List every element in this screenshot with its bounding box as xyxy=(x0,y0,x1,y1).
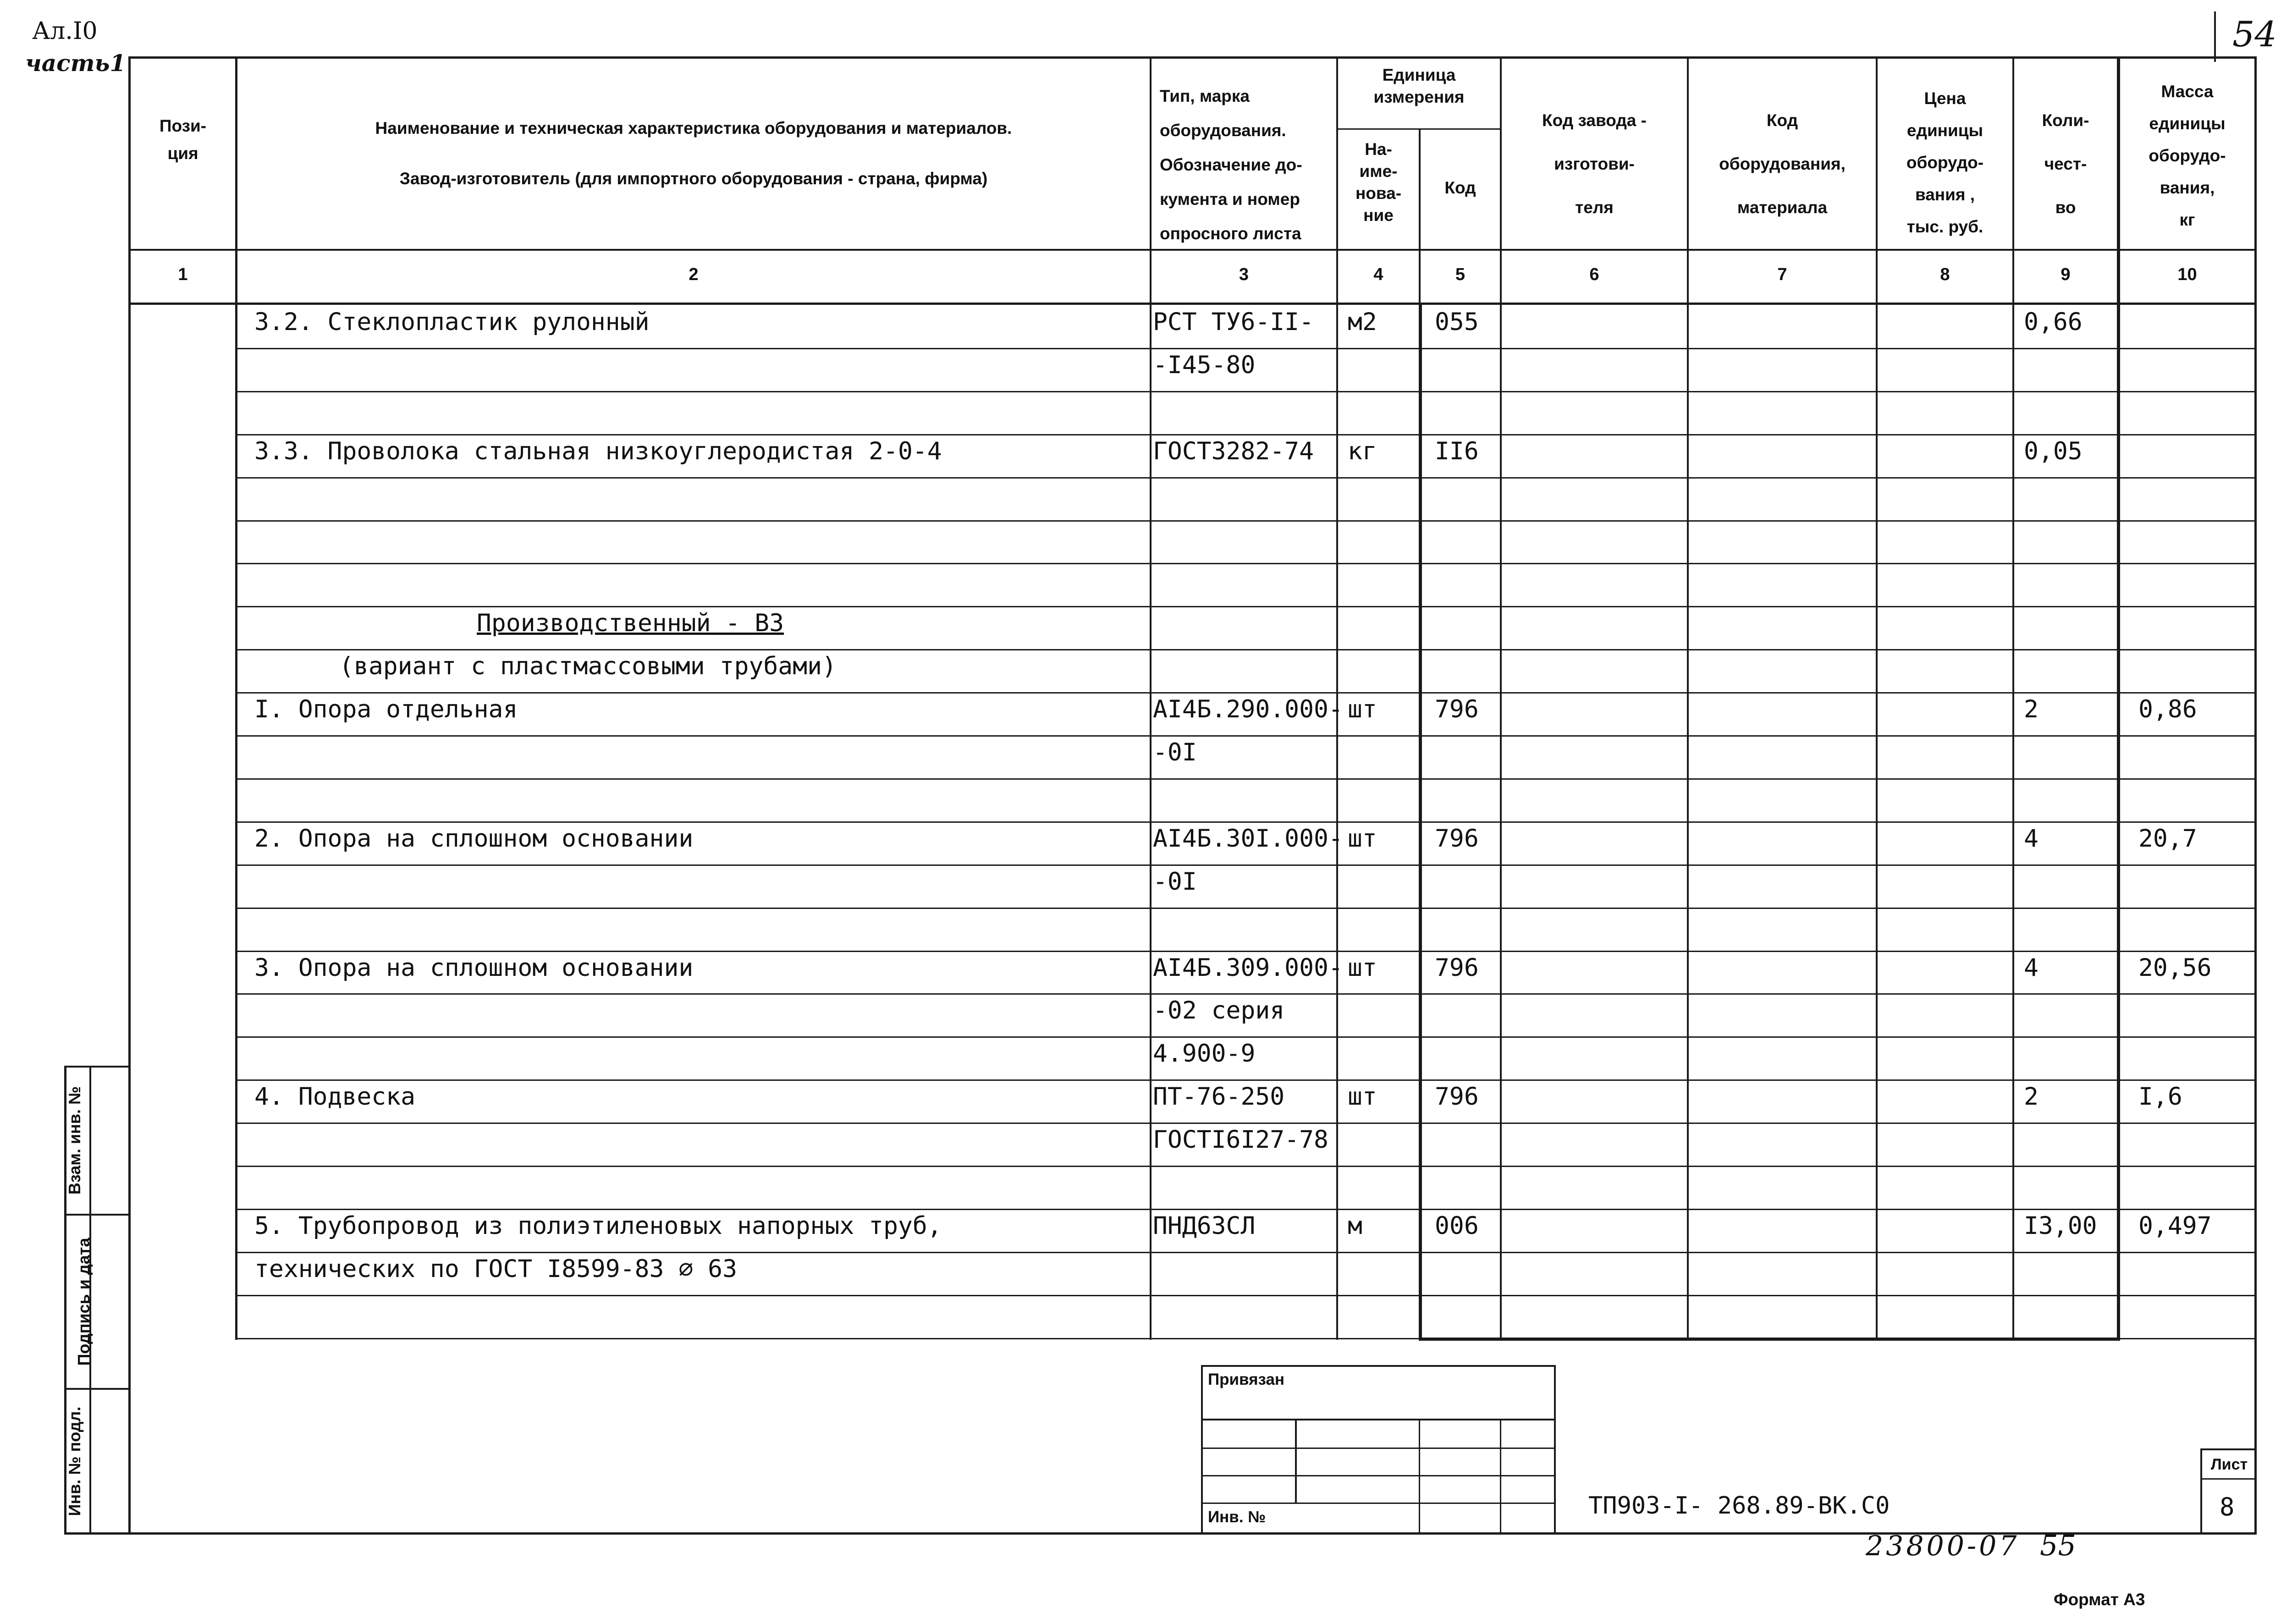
outer-frame-top xyxy=(128,56,2257,59)
cell-name: Производственный - В3 xyxy=(477,609,784,637)
cell-code: 006 xyxy=(1435,1212,1479,1240)
table-bottom-line xyxy=(235,1338,2257,1339)
cell-unit: шт xyxy=(1348,825,1377,853)
privyazan-label: Привязан xyxy=(1208,1371,1285,1388)
stamp-replacement-inv: Взам. инв. № xyxy=(65,1086,84,1195)
archive-page: 55 xyxy=(2040,1529,2076,1562)
cell-type: ПНД63СЛ xyxy=(1153,1212,1256,1240)
col-number-5: 5 xyxy=(1455,265,1466,284)
cell-type: -02 серия xyxy=(1153,996,1285,1024)
header-factory-code: Код завода - изготови- теля xyxy=(1542,111,1647,217)
cell-qty: 4 xyxy=(2024,825,2039,853)
cell-mass: 0,86 xyxy=(2138,695,2197,723)
cell-type: -0I xyxy=(1153,868,1197,896)
cell-qty: 4 xyxy=(2024,954,2039,982)
format-label: Формат А3 xyxy=(2054,1590,2145,1609)
cell-mass: 20,7 xyxy=(2138,825,2197,853)
cell-qty: 2 xyxy=(2024,1083,2039,1111)
header-quantity: Коли- чест- во xyxy=(2042,111,2089,217)
cell-name: технических по ГОСТ I8599-83 ⌀ 63 xyxy=(254,1255,737,1283)
page-number-divider xyxy=(2214,11,2216,62)
cell-unit: шт xyxy=(1348,1083,1377,1111)
handwritten-note: часть1 xyxy=(25,50,126,77)
col-number-6: 6 xyxy=(1589,265,1599,284)
header-name: Наименование и техническая характеристика оборудования и материалов. Завод-изготовитель (для импортного оборудования - страна, фирма) xyxy=(375,119,1012,188)
cell-name: 3.3. Проволока стальная низкоуглеродистая 2-0-4 xyxy=(254,437,942,465)
header-unit-name: На- име- нова- ние xyxy=(1355,140,1402,225)
cell-qty: 0,05 xyxy=(2024,437,2083,465)
cell-mass: I,6 xyxy=(2138,1083,2182,1111)
stamp-original-inv: Инв. № подл. xyxy=(65,1406,84,1516)
cell-code: 796 xyxy=(1435,695,1479,723)
col-number-3: 3 xyxy=(1239,265,1249,284)
col-number-4: 4 xyxy=(1373,265,1383,284)
cell-name: 5. Трубопровод из полиэтиленовых напорных труб, xyxy=(254,1212,942,1240)
col-number-9: 9 xyxy=(2061,265,2071,284)
archive-number: 23800-07 xyxy=(1866,1530,2020,1562)
cell-type: РСТ ТУ6-II- xyxy=(1153,308,1314,336)
cell-unit: кг xyxy=(1348,437,1377,465)
col-number-1: 1 xyxy=(178,265,188,284)
col-number-8: 8 xyxy=(1940,265,1950,284)
cell-mass: 0,497 xyxy=(2138,1212,2212,1240)
cell-code: 796 xyxy=(1435,825,1479,853)
cell-code: 796 xyxy=(1435,1083,1479,1111)
header-mass: Масса единицы оборудо- вания, кг xyxy=(2149,82,2226,229)
cell-name: 3. Опора на сплошном основании xyxy=(254,954,694,982)
header-position: Пози- ция xyxy=(159,116,207,163)
cell-unit: шт xyxy=(1348,695,1377,723)
cell-type: АI4Б.290.000- xyxy=(1153,695,1343,723)
sheet-number: 8 xyxy=(2220,1492,2235,1521)
header-equipment-code: Код оборудования, материала xyxy=(1719,111,1846,217)
cell-qty: 2 xyxy=(2024,695,2039,723)
header-price: Цена единицы оборудо- вания , тыс. руб. xyxy=(1906,89,1984,236)
cell-qty: I3,00 xyxy=(2024,1212,2097,1240)
handwritten-page-number: 54 xyxy=(2232,14,2277,55)
cell-code: 055 xyxy=(1435,308,1479,336)
header-unit-group: Единица измерения xyxy=(1373,66,1465,106)
cell-qty: 0,66 xyxy=(2024,308,2083,336)
cell-name: 2. Опора на сплошном основании xyxy=(254,825,694,853)
cell-unit: шт xyxy=(1348,954,1377,982)
album-label: Ал.I0 xyxy=(32,17,98,45)
cell-name: 4. Подвеска xyxy=(254,1083,415,1111)
cell-unit: м xyxy=(1348,1212,1362,1240)
cell-type: 4.900-9 xyxy=(1153,1040,1256,1068)
cell-type: ПТ-76-250 xyxy=(1153,1083,1285,1111)
cell-code: II6 xyxy=(1435,437,1479,465)
cell-name: I. Опора отдельная xyxy=(254,695,518,723)
outer-frame-right xyxy=(2254,56,2257,1535)
inv-number-label: Инв. № xyxy=(1208,1508,1266,1526)
cell-type: АI4Б.309.000- xyxy=(1153,954,1343,982)
cell-unit: м2 xyxy=(1348,308,1377,336)
cell-code: 796 xyxy=(1435,954,1479,982)
cell-mass: 20,56 xyxy=(2138,954,2212,982)
cell-type: ГОСТ3282-74 xyxy=(1153,437,1314,465)
header-unit-code: Код xyxy=(1444,178,1476,197)
col-number-7: 7 xyxy=(1777,265,1787,284)
col-number-2: 2 xyxy=(689,265,699,284)
document-code: ТП903-I- 268.89-ВК.С0 xyxy=(1588,1492,1890,1519)
cell-type: -I45-80 xyxy=(1153,351,1256,379)
cell-name: 3.2. Стеклопластик рулонный xyxy=(254,308,650,336)
cell-name: (вариант с пластмассовыми трубами) xyxy=(339,652,837,680)
cell-type: ГОСТI6I27-78 xyxy=(1153,1126,1328,1154)
col-number-10: 10 xyxy=(2177,265,2197,284)
sheet-label: Лист xyxy=(2210,1456,2248,1473)
cell-type: -0I xyxy=(1153,738,1197,766)
cell-type: АI4Б.30I.000- xyxy=(1153,825,1343,853)
header-type: Тип, марка оборудования. Обозначение до- кумента и номер опросного листа xyxy=(1160,87,1302,243)
stamp-signature-date: Подпись и дата xyxy=(74,1238,93,1366)
